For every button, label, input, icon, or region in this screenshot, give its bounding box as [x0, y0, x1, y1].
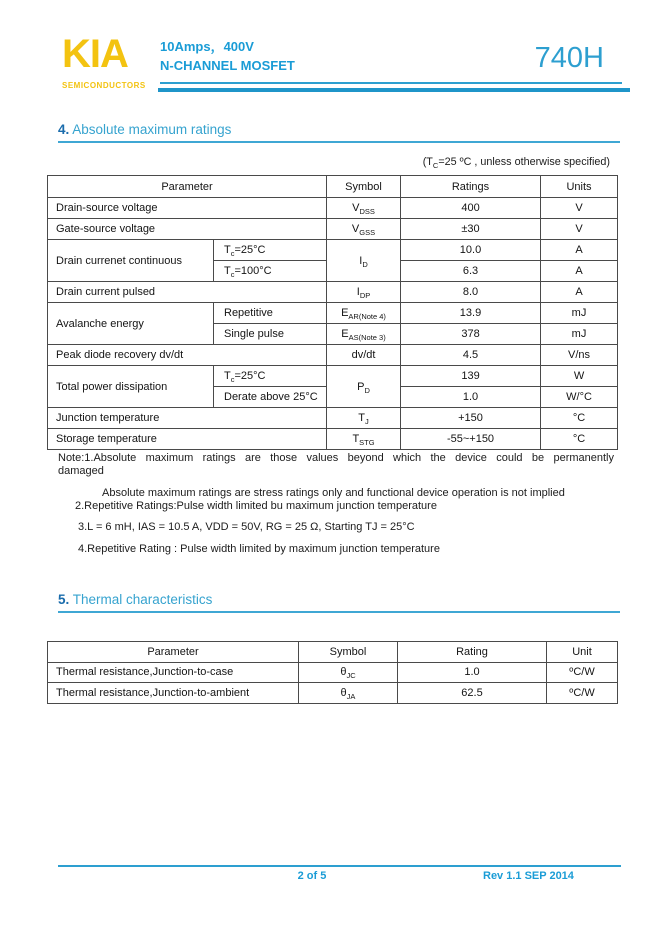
rating-cell: 378 — [401, 324, 541, 345]
param-cell: Junction temperature — [48, 408, 327, 429]
symbol-cell — [327, 303, 401, 324]
param-cell: Drain-source voltage — [48, 198, 327, 219]
condition-sub: C — [432, 161, 439, 171]
table-row-tj — [48, 408, 618, 429]
notes-block — [58, 452, 614, 555]
symbol-base: I — [359, 254, 363, 267]
condition-post: =100°C — [234, 265, 272, 277]
condition-cell — [214, 261, 327, 282]
device-rating-line: 10Amps，400V — [160, 39, 254, 54]
symbol-sub: AS(Note 3) — [348, 333, 386, 343]
rating-cell: 1.0 — [401, 387, 541, 408]
symbol-cell — [299, 662, 398, 683]
section5-heading — [58, 592, 212, 607]
table-row-idp — [48, 282, 618, 303]
note-stress-ratings: Absolute maximum ratings are stress ratings only and functional device operation is not implied — [102, 487, 565, 499]
rating-cell: ±30 — [401, 219, 541, 240]
note-3: 3.L = 6 mH, IAS = 10.5 A, VDD = 50V, RG = 25 Ω, Starting TJ = 25°C — [78, 521, 415, 533]
symbol-cell — [327, 429, 401, 450]
rating-cell: 1.0 — [398, 662, 547, 683]
symbol-base: θ — [340, 686, 347, 699]
condition-sub: c — [230, 249, 235, 259]
condition-base: T — [224, 265, 231, 277]
unit-cell: A — [541, 240, 618, 261]
device-subtitle — [160, 37, 295, 75]
table-row-vdss — [48, 198, 618, 219]
unit-cell: V — [541, 198, 618, 219]
thermal-characteristics-table — [47, 641, 618, 704]
device-type-line: N-CHANNEL MOSFET — [160, 58, 295, 73]
unit-cell: ºC/W — [547, 683, 618, 704]
condition-base: T — [224, 370, 231, 382]
param-cell: Total power dissipation — [48, 366, 214, 408]
param-cell: Peak diode recovery dv/dt — [48, 345, 327, 366]
symbol-sub: DP — [359, 291, 371, 301]
unit-cell: ºC/W — [547, 662, 618, 683]
symbol-base: θ — [340, 666, 347, 679]
table-row-dvdt — [48, 345, 618, 366]
symbol-base: P — [357, 380, 365, 393]
table-row-vgss — [48, 219, 618, 240]
symbol-cell — [327, 282, 401, 303]
condition-sub: c — [230, 375, 235, 385]
param-cell: Gate-source voltage — [48, 219, 327, 240]
condition-cell — [214, 366, 327, 387]
table-row-theta-jc — [48, 662, 618, 683]
section5-underline — [58, 611, 620, 613]
symbol-sub: D — [362, 259, 368, 269]
note-1-line-1: Note:1.Absolute maximum ratings are those values beyond which the device could be permanently — [58, 452, 614, 464]
section5-number: 5. — [58, 592, 70, 607]
condition-cell: Single pulse — [214, 324, 327, 345]
thermal-col-header-parameter: Parameter — [48, 642, 299, 663]
symbol-sub: D — [364, 385, 370, 395]
part-number: 740H — [534, 42, 604, 74]
condition-pre: (T — [422, 156, 433, 168]
param-cell: Avalanche energy — [48, 303, 214, 345]
param-cell: Drain currenet continuous — [48, 240, 214, 282]
condition-cell: Repetitive — [214, 303, 327, 324]
param-cell: Thermal resistance,Junction-to-case — [48, 662, 299, 683]
symbol-sub: GSS — [359, 228, 376, 238]
symbol-base: T — [352, 433, 360, 445]
abs-col-header-parameter: Parameter — [48, 176, 327, 198]
param-cell: Storage temperature — [48, 429, 327, 450]
section4-number: 4. — [58, 122, 70, 137]
unit-cell: °C — [541, 408, 618, 429]
test-condition-note — [360, 156, 610, 171]
condition-post: =25°C — [234, 370, 266, 382]
symbol-sub: J — [365, 417, 369, 427]
unit-cell: mJ — [541, 324, 618, 345]
unit-cell: A — [541, 282, 618, 303]
kia-logo-subtext: SEMICONDUCTORS — [62, 81, 146, 90]
section4-underline — [58, 141, 620, 143]
thermal-col-header-unit: Unit — [547, 642, 618, 663]
note-4: 4.Repetitive Rating : Pulse width limited by maximum junction temperature — [78, 542, 440, 555]
rating-cell: -55~+150 — [401, 429, 541, 450]
table-row-theta-ja — [48, 683, 618, 704]
abs-col-header-units: Units — [541, 176, 618, 198]
symbol-base: E — [341, 328, 349, 340]
abs-col-header-symbol: Symbol — [327, 176, 401, 198]
rating-cell: 13.9 — [401, 303, 541, 324]
symbol-cell — [327, 240, 401, 282]
header-rule-thin — [160, 82, 622, 84]
symbol-sub: DSS — [359, 207, 375, 217]
symbol-cell — [327, 324, 401, 345]
symbol-base: V — [352, 202, 360, 214]
section5-title: Thermal characteristics — [72, 592, 213, 607]
param-cell: Drain current pulsed — [48, 282, 327, 303]
unit-cell: °C — [541, 429, 618, 450]
symbol-sub: AR(Note 4) — [348, 312, 386, 322]
symbol-base: V — [351, 223, 360, 235]
section4-title: Absolute maximum ratings — [72, 122, 232, 137]
rating-cell: 10.0 — [401, 240, 541, 261]
symbol-cell: dv/dt — [327, 345, 401, 366]
unit-cell: V/ns — [541, 345, 618, 366]
rating-cell: 4.5 — [401, 345, 541, 366]
absolute-maximum-ratings-table — [47, 175, 618, 450]
thermal-table-header-row — [48, 642, 618, 663]
symbol-sub: JA — [346, 691, 356, 701]
symbol-sub: STG — [359, 438, 375, 448]
abs-table-header-row — [48, 176, 618, 198]
symbol-cell — [327, 198, 401, 219]
symbol-cell — [299, 683, 398, 704]
condition-post: =25 ºC , unless otherwise specified) — [438, 156, 610, 168]
table-row-avalanche-repetitive — [48, 303, 618, 324]
condition-cell: Derate above 25°C — [214, 387, 327, 408]
unit-cell: W/°C — [541, 387, 618, 408]
thermal-col-header-symbol: Symbol — [299, 642, 398, 663]
symbol-sub: JC — [346, 671, 356, 681]
unit-cell: W — [541, 366, 618, 387]
rating-cell: 139 — [401, 366, 541, 387]
symbol-cell — [327, 408, 401, 429]
unit-cell: mJ — [541, 303, 618, 324]
header-rule-thick — [158, 88, 630, 92]
rating-cell: +150 — [401, 408, 541, 429]
condition-base: T — [224, 244, 231, 256]
symbol-base: I — [356, 286, 360, 298]
page-number: 2 of 5 — [297, 870, 327, 882]
param-cell: Thermal resistance,Junction-to-ambient — [48, 683, 299, 704]
symbol-base: E — [341, 307, 349, 319]
note-2: 2.Repetitive Ratings:Pulse width limited bu maximum junction temperature — [75, 499, 437, 512]
unit-cell: V — [541, 219, 618, 240]
rating-cell: 62.5 — [398, 683, 547, 704]
symbol-base: T — [358, 412, 365, 424]
symbol-cell — [327, 366, 401, 408]
note-1-line-2: damaged — [58, 464, 104, 477]
revision-label: Rev 1.1 SEP 2014 — [483, 870, 574, 882]
table-row-id-25c — [48, 240, 618, 261]
rating-cell: 8.0 — [401, 282, 541, 303]
footer-rule — [58, 865, 621, 867]
kia-logo: KIA — [62, 32, 128, 76]
section4-heading — [58, 122, 231, 137]
rating-cell: 6.3 — [401, 261, 541, 282]
rating-cell: 400 — [401, 198, 541, 219]
condition-cell — [214, 240, 327, 261]
abs-col-header-ratings: Ratings — [401, 176, 541, 198]
condition-sub: c — [230, 270, 235, 280]
thermal-col-header-rating: Rating — [398, 642, 547, 663]
unit-cell: A — [541, 261, 618, 282]
condition-post: =25°C — [234, 244, 266, 256]
table-row-pd-25c — [48, 366, 618, 387]
table-row-tstg — [48, 429, 618, 450]
symbol-cell — [327, 219, 401, 240]
